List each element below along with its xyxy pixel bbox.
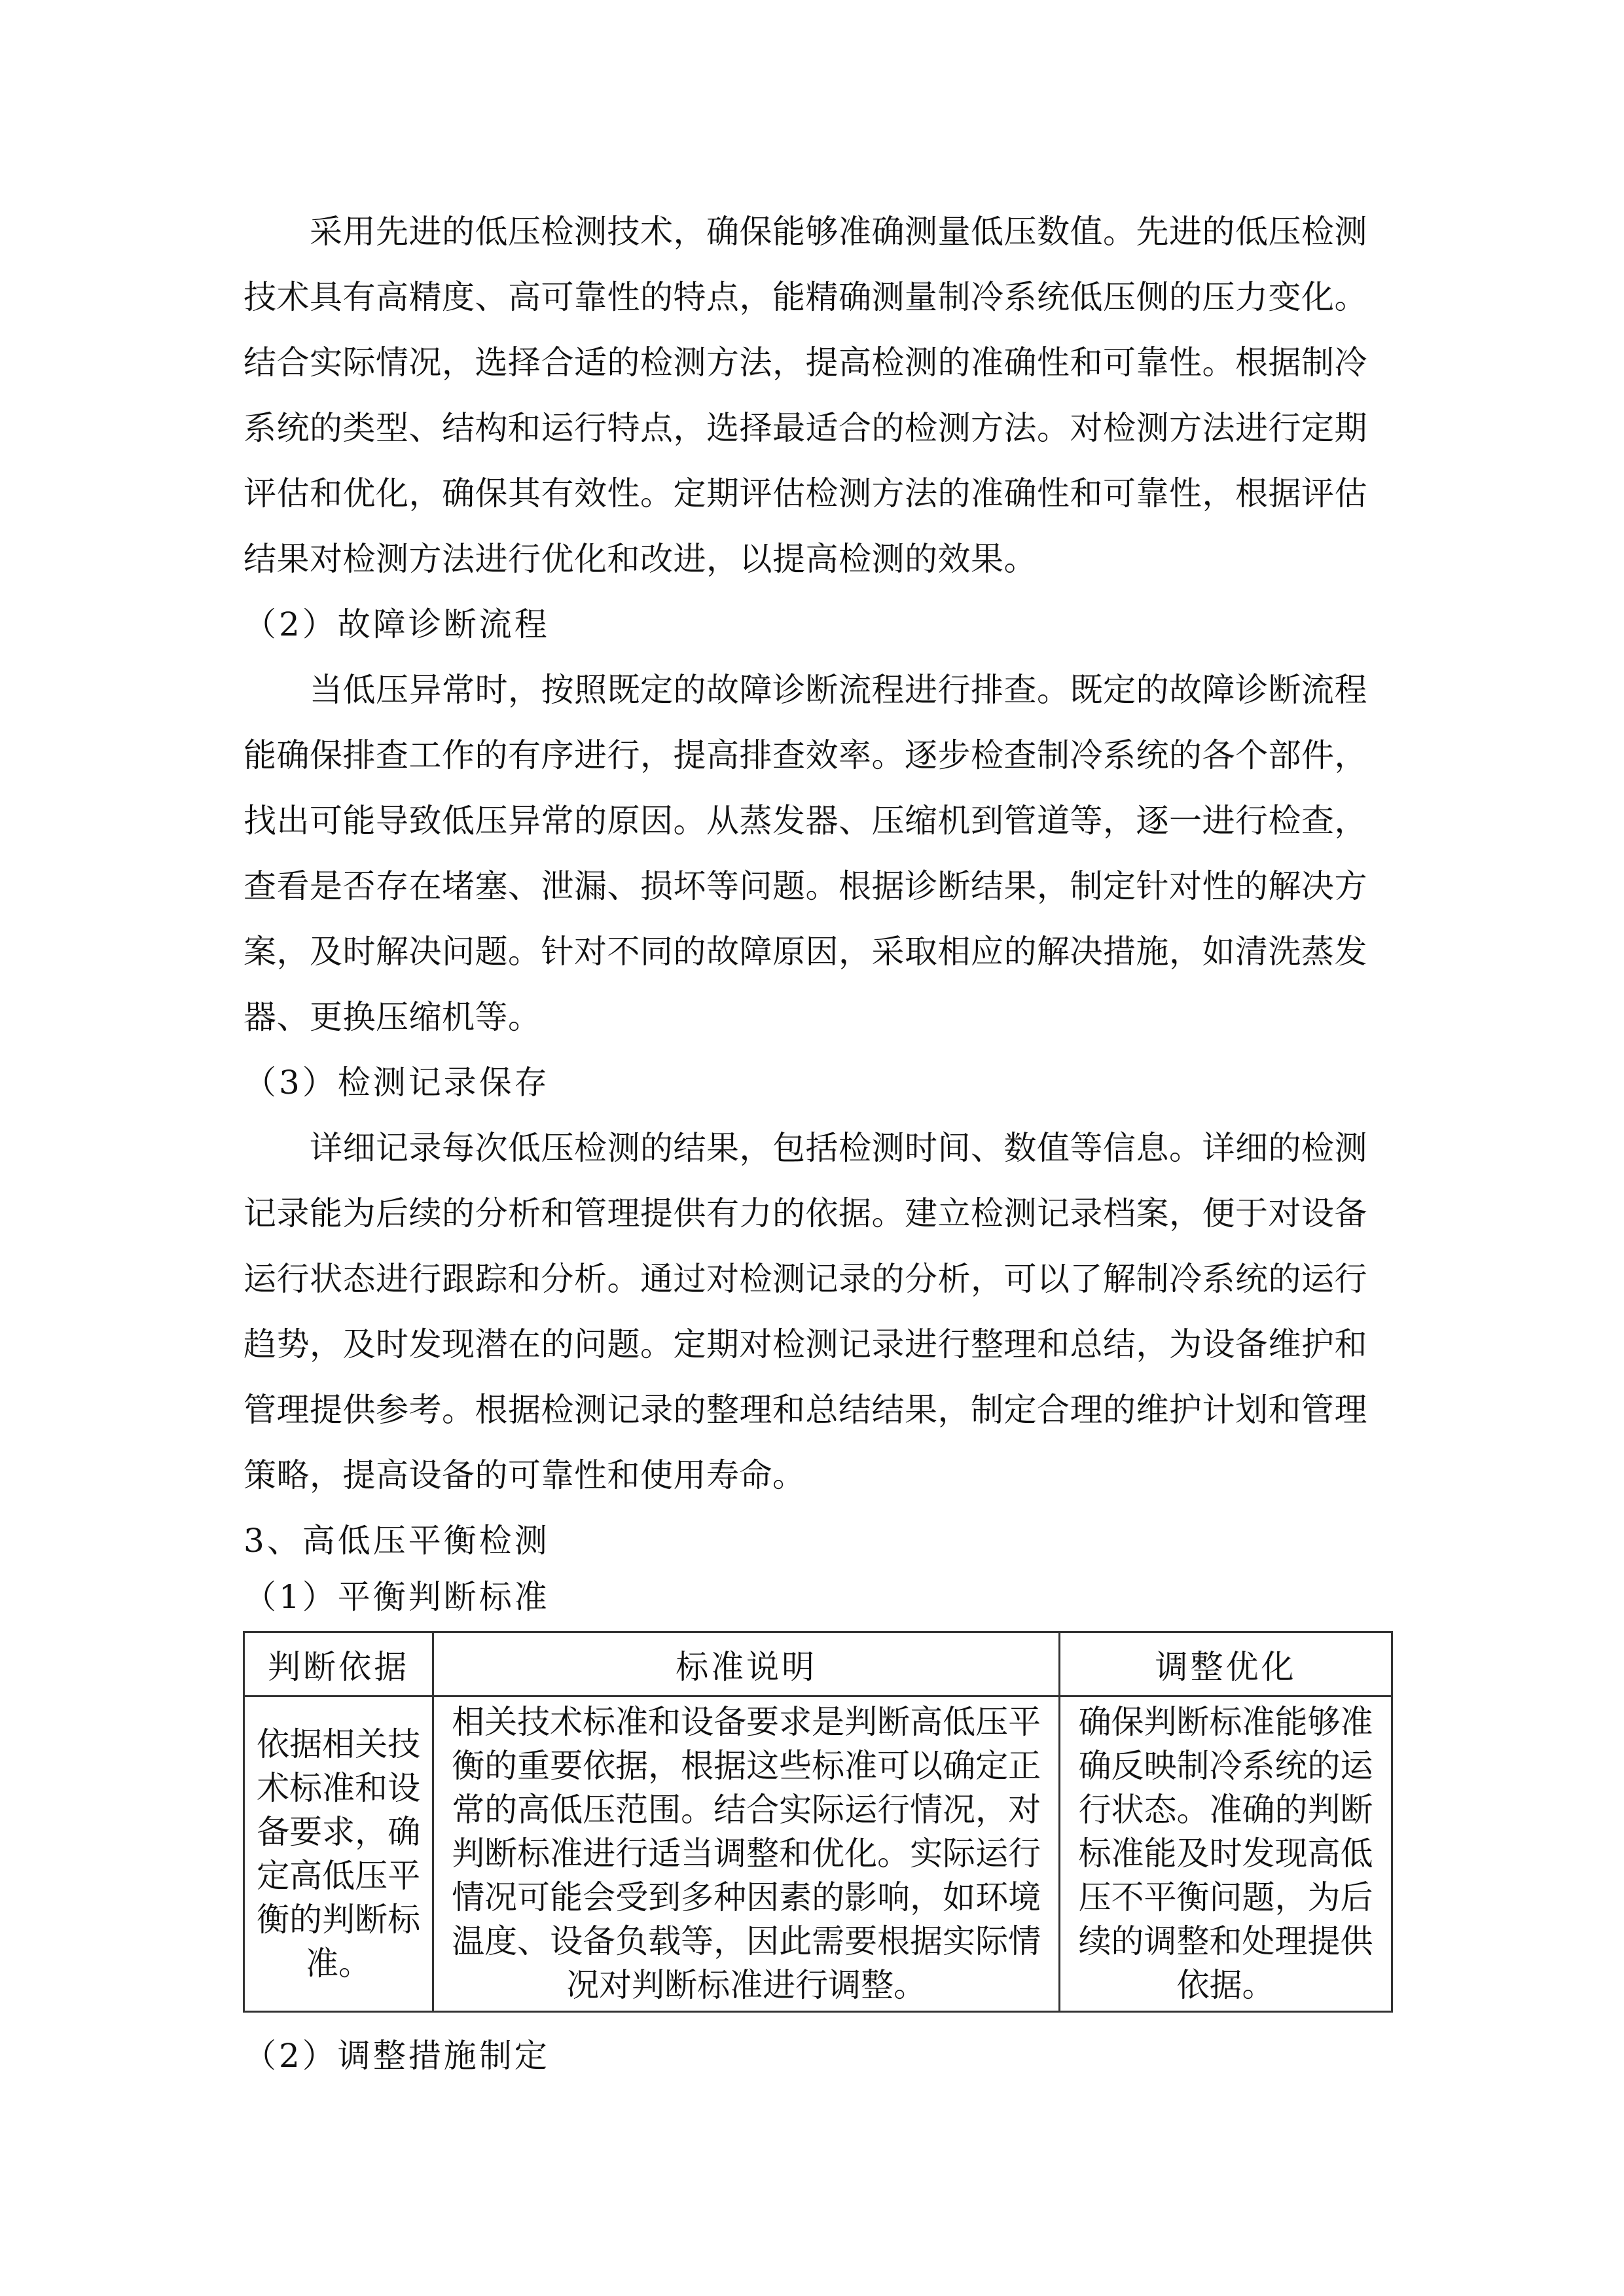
balance-standard-table (243, 1631, 1393, 2013)
text-line: 系统的类型、结构和运行特点，选择最适合的检测方法。对检测方法进行定期 (244, 409, 1367, 447)
text-line: 记录能为后续的分析和管理提供有力的依据。建立检测记录档案，便于对设备 (244, 1194, 1367, 1232)
text-line: 管理提供参考。根据检测记录的整理和总结结果，制定合理的维护计划和管理 (244, 1391, 1367, 1429)
table-row (244, 1696, 1392, 2012)
cell-line: 准。 (306, 1944, 372, 1982)
text-line: 找出可能导致低压异常的原因。从蒸发器、压缩机到管道等，逐一进行检查， (244, 802, 1367, 840)
cell-line: 续的调整和处理提供 (1078, 1922, 1373, 1960)
header-basis: 判断依据 (244, 1632, 433, 1696)
cell-basis (244, 1696, 433, 2012)
heading-fault-diagnosis: （2）故障诊断流程 (244, 605, 550, 643)
text-line: 趋势，及时发现潜在的问题。定期对检测记录进行整理和总结，为设备维护和 (244, 1325, 1367, 1363)
cell-line: 衡的重要依据，根据这些标准可以确定正 (452, 1747, 1041, 1785)
cell-line: 确保判断标准能够准 (1078, 1703, 1373, 1741)
cell-line: 压不平衡问题，为后 (1078, 1878, 1373, 1916)
cell-line: 确反映制冷系统的运 (1078, 1747, 1373, 1785)
text-line: 结果对检测方法进行优化和改进，以提高检测的效果。 (244, 540, 1037, 578)
heading-balance-standard: （1）平衡判断标准 (244, 1578, 550, 1616)
cell-line: 温度、设备负载等，因此需要根据实际情 (452, 1922, 1041, 1960)
section-heading-balance: 3、高低压平衡检测 (244, 1522, 550, 1560)
cell-line: 标准能及时发现高低 (1078, 1835, 1373, 1873)
cell-line: 依据。 (1176, 1966, 1275, 2004)
text-line: 查看是否存在堵塞、泄漏、损坏等问题。根据诊断结果，制定针对性的解决方 (244, 867, 1367, 905)
cell-line: 衡的判断标 (257, 1900, 421, 1939)
text-line: 运行状态进行跟踪和分析。通过对检测记录的分析，可以了解制冷系统的运行 (244, 1260, 1367, 1298)
header-description: 标准说明 (433, 1632, 1060, 1696)
heading-record-keeping: （3）检测记录保存 (244, 1064, 550, 1102)
text-line: 器、更换压缩机等。 (244, 998, 541, 1036)
cell-line: 术标准和设 (257, 1768, 421, 1807)
text-line: 采用先进的低压检测技术，确保能够准确测量低压数值。先进的低压检测 (310, 213, 1367, 251)
cell-description (433, 1696, 1060, 2012)
header-adjustment: 调整优化 (1060, 1632, 1392, 1696)
text-line: 案，及时解决问题。针对不同的故障原因，采取相应的解决措施，如清洗蒸发 (244, 933, 1367, 971)
table-header-row (244, 1632, 1392, 1696)
cell-adjustment (1060, 1696, 1392, 2012)
text-line: 当低压异常时，按照既定的故障诊断流程进行排查。既定的故障诊断流程 (310, 671, 1367, 709)
text-line: 能确保排查工作的有序进行，提高排查效率。逐步检查制冷系统的各个部件， (244, 736, 1367, 774)
cell-line: 备要求，确 (257, 1812, 421, 1851)
cell-line: 况对判断标准进行调整。 (566, 1966, 927, 2004)
cell-line: 常的高低压范围。结合实际运行情况，对 (452, 1791, 1041, 1829)
cell-line: 相关技术标准和设备要求是判断高低压平 (452, 1703, 1041, 1741)
cell-line: 依据相关技 (257, 1725, 421, 1763)
cell-line: 行状态。准确的判断 (1078, 1791, 1373, 1829)
heading-adjustment-measures: （2）调整措施制定 (244, 2037, 550, 2075)
cell-line: 定高低压平 (257, 1856, 421, 1895)
cell-line: 判断标准进行适当调整和优化。实际运行 (452, 1835, 1041, 1873)
cell-line: 情况可能会受到多种因素的影响，如环境 (452, 1878, 1041, 1916)
text-line: 技术具有高精度、高可靠性的特点，能精确测量制冷系统低压侧的压力变化。 (244, 278, 1367, 316)
text-line: 结合实际情况，选择合适的检测方法，提高检测的准确性和可靠性。根据制冷 (244, 344, 1367, 382)
text-line: 详细记录每次低压检测的结果，包括检测时间、数值等信息。详细的检测 (310, 1129, 1367, 1167)
text-line: 策略，提高设备的可靠性和使用寿命。 (244, 1456, 806, 1494)
text-line: 评估和优化，确保其有效性。定期评估检测方法的准确性和可靠性，根据评估 (244, 475, 1367, 512)
